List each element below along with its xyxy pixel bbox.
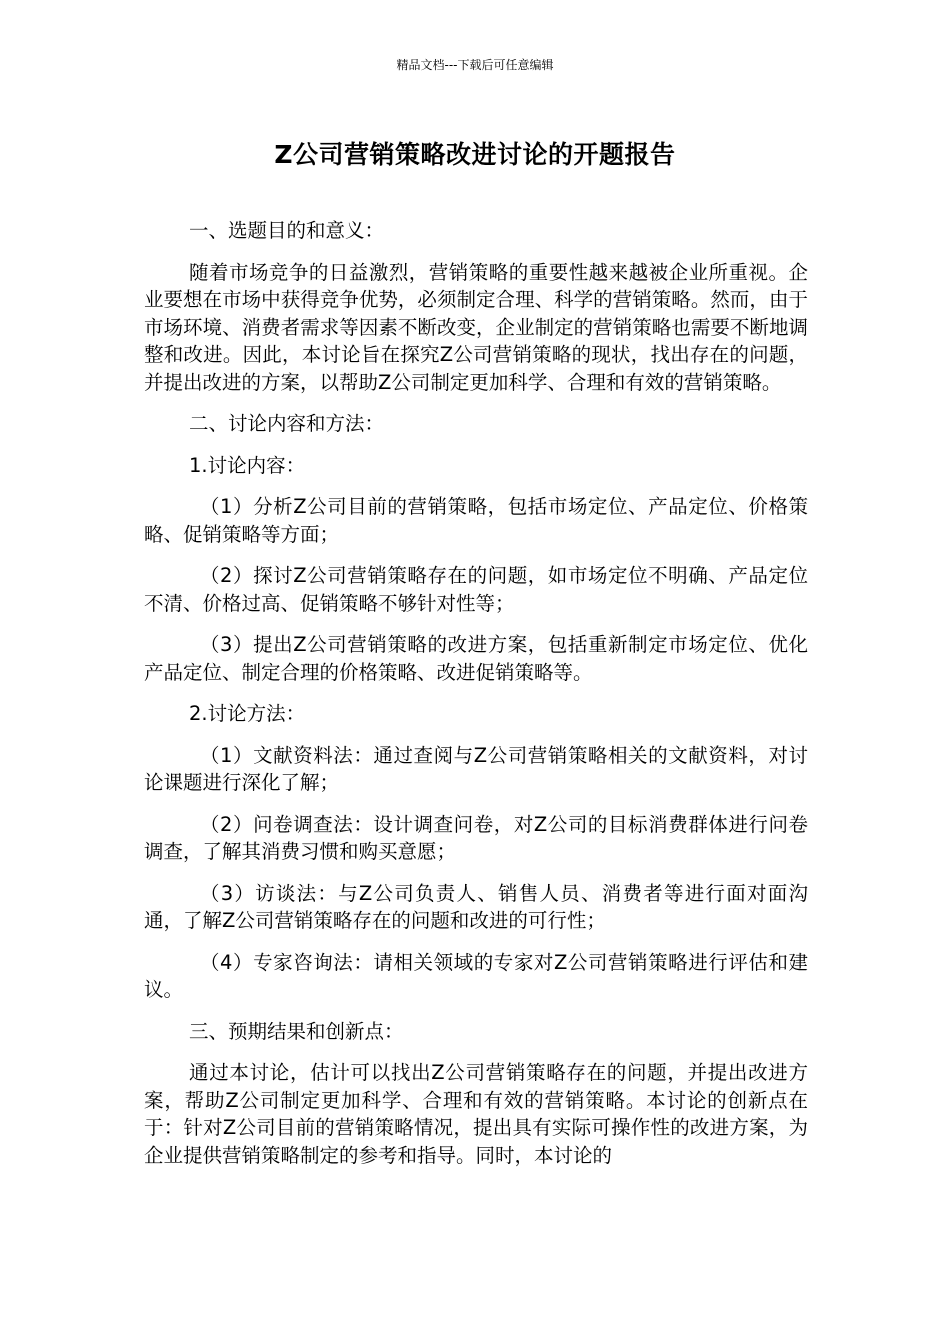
header-note: 精品文档---下载后可任意编辑 — [396, 58, 554, 72]
content-item: （2）探讨Z公司营销策略存在的问题，如市场定位不明确、产品定位不清、价格过高、促销策略不够针对性等； — [144, 564, 808, 615]
document-body — [144, 217, 808, 1183]
section1-paragraph: 随着市场竞争的日益激烈，营销策略的重要性越来越被企业所重视。企业要想在市场中获得竞争优势，必须制定合理、科学的营销策略。然而，由于市场环境、消费者需求等因素不断改变，企业制定的营销策略也需要不断地调整和改进。因此，本讨论旨在探究Z公司营销策略的现状，找出存在的问题，并提出改进的方案，以帮助Z公司制定更加科学、合理和有效的营销策略。 — [144, 260, 808, 394]
content-subheading: 1.讨论内容： — [189, 453, 306, 477]
method-item: （2）问卷调查法：设计调查问卷，对Z公司的目标消费群体进行问卷调查，了解其消费习惯和购买意愿； — [144, 812, 808, 863]
method-item: （4）专家咨询法：请相关领域的专家对Z公司营销策略进行评估和建议。 — [144, 950, 808, 1001]
method-item: （3）访谈法：与Z公司负责人、销售人员、消费者等进行面对面沟通，了解Z公司营销策略存在的问题和改进的可行性； — [144, 881, 808, 932]
document-title: Z公司营销策略改进讨论的开题报告 — [274, 140, 676, 169]
section3-heading: 三、预期结果和创新点： — [189, 1019, 404, 1043]
section2-heading: 二、讨论内容和方法： — [189, 412, 385, 435]
method-subheading: 2.讨论方法： — [189, 702, 306, 725]
section1-heading: 一、选题目的和意义： — [189, 219, 385, 242]
method-item: （1）文献资料法：通过查阅与Z公司营销策略相关的文献资料，对讨论课题进行深化了解； — [144, 743, 808, 794]
content-item: （3）提出Z公司营销策略的改进方案，包括重新制定市场定位、优化产品定位、制定合理的价格策略、改进促销策略等。 — [144, 633, 808, 684]
section3-paragraph: 通过本讨论，估计可以找出Z公司营销策略存在的问题，并提出改进方案，帮助Z公司制定更加科学、合理和有效的营销策略。本讨论的创新点在于：针对Z公司目前的营销策略情况，提出具有实际可操作性的改进方案，为企业提供营销策略制定的参考和指导。同时，本讨论的 — [144, 1061, 808, 1167]
content-item: （1）分析Z公司目前的营销策略，包括市场定位、产品定位、价格策略、促销策略等方面； — [144, 495, 808, 546]
